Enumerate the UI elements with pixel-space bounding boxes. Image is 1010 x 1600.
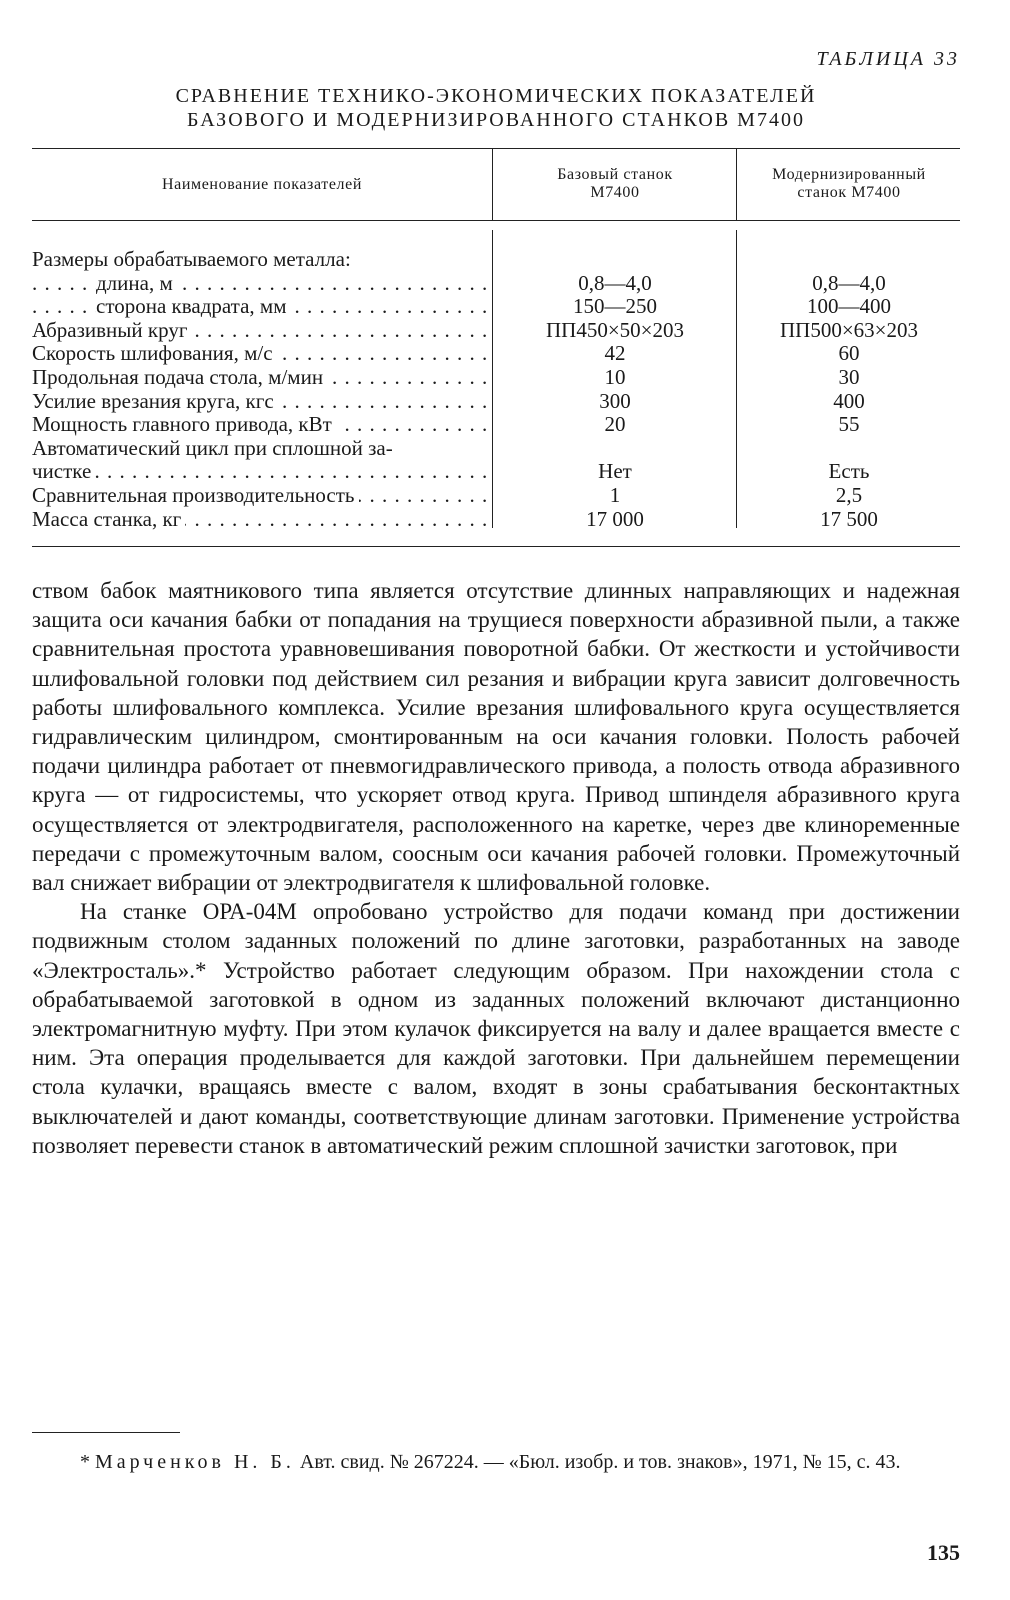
paragraph: На станке ОРА-04М опробовано устройство для подачи команд при достижении подвижным столом заданных положений по длине заготовки, разработанных на заводе «Электросталь».* Устройство работает следующим образом. При нахождении стола с обрабатываемой заготовкой в одном из заданных положений включают дистанционно электромагнитную муфту. При этом кулачок фиксируется на валу и далее вращается вместе с ним. Эта операция проделывается для каждой заготовки. При дальнейшем перемещении стола кулачки, вращаясь вместе с валом, входят в зоны срабатывания бесконтактных выключателей и дают команды, соответствующие длинам заготовки. Применение устройства позволяет перевести станок в автоматический режим сплошной зачистки заготовок, при — [32, 899, 960, 1158]
page-number: 135 — [927, 1540, 960, 1565]
footnote-marker: * — [80, 1451, 90, 1473]
modern-values-column — [738, 248, 960, 531]
table-title-line: БАЗОВОГО И МОДЕРНИЗИРОВАННОГО СТАНКОВ М7400 — [187, 109, 805, 131]
header-divider — [736, 148, 737, 220]
modern-value: 30 — [838, 364, 860, 389]
table-label: ТАБЛИЦА 33 — [816, 48, 960, 70]
column-divider — [492, 230, 493, 528]
modern-value: 400 — [833, 388, 865, 413]
table-title — [32, 84, 960, 132]
base-value: 20 — [604, 412, 626, 437]
base-values-column — [494, 248, 736, 531]
row-name: чистке . . . — [32, 460, 492, 484]
column-divider — [736, 230, 737, 528]
base-value: ПП450×50×203 — [545, 317, 685, 342]
modern-value: 60 — [838, 341, 860, 366]
header-base-line: Базовый станок — [557, 166, 673, 183]
modern-value: ПП500×63×203 — [779, 317, 919, 342]
row-name: Сравнительная производительность . . . — [32, 484, 492, 508]
table-top-rule — [32, 148, 960, 149]
row-name: сторона квадрата, мм . . . — [32, 295, 492, 319]
base-value: 0,8—4,0 — [578, 270, 652, 295]
footnote-author: Марченков Н. Б. — [95, 1451, 295, 1473]
footnote — [32, 1448, 960, 1476]
book-page — [32, 0, 960, 1600]
row-name: длина, м . . . — [32, 272, 492, 296]
modern-value — [738, 437, 960, 461]
modern-value: Есть — [828, 459, 870, 484]
modern-value: 0,8—4,0 — [812, 270, 886, 295]
modern-value: 2,5 — [835, 482, 863, 507]
row-name: Усилие врезания круга, кгс . . . — [32, 390, 492, 414]
table-header-rule — [32, 220, 960, 221]
base-value: 300 — [599, 388, 631, 413]
header-modern — [738, 166, 960, 202]
modern-value: 100—400 — [807, 294, 891, 319]
base-value: Нет — [598, 459, 632, 484]
modern-value: 17 500 — [820, 506, 878, 531]
modern-value: 55 — [838, 412, 860, 437]
row-name: Скорость шлифования, м/с . . . — [32, 342, 492, 366]
row-name: Масса станка, кг . . . — [32, 508, 492, 532]
header-modern-line: станок М7400 — [797, 184, 901, 201]
base-value — [494, 437, 736, 461]
body-text — [32, 576, 960, 1160]
names-column — [32, 248, 492, 531]
base-value: 1 — [609, 482, 621, 507]
base-value: 42 — [604, 341, 626, 366]
modern-value — [738, 248, 960, 272]
row-name: Размеры обрабатываемого металла: — [32, 248, 492, 272]
footnote-text: Авт. свид. № 267224. — «Бюл. изобр. и тов. знаков», 1971, № 15, с. 43. — [299, 1451, 901, 1473]
header-modern-line: Модернизированный — [772, 166, 926, 183]
header-divider — [492, 148, 493, 220]
row-name: Автоматический цикл при сплошной за- — [32, 437, 492, 461]
comparison-table — [32, 148, 960, 548]
header-base-line: М7400 — [590, 184, 640, 201]
base-value: 150—250 — [573, 294, 657, 319]
footnote-rule — [32, 1432, 180, 1433]
base-value: 17 000 — [586, 506, 644, 531]
table-bottom-rule — [32, 546, 960, 547]
paragraph: ством бабок маятникового типа является отсутствие длинных направляющих и надежная защита оси качания бабки от попадания на трущиеся поверхности абразивной пыли, а также сравнительная простота уравновешивания поворотной бабки. От жесткости и устойчивости шлифовальной головки под действием сил резания и вибрации круга зависит долговечность работы шлифовального комплекса. Усилие врезания шлифовального круга осуществляется гидравлическим цилиндром, смонтированным на оси качания головки. Полость рабочей подачи цилиндра работает от пневмогидравлического привода, а полость отвода абразивного круга — от гидросистемы, что ускоряет отвод круга. Привод шпинделя абразивного круга осуществляется от электродвигателя, расположенного на каретке, через две клиноременные передачи с промежуточным валом, соосным оси качания рабочей головки. Промежуточный вал снижает вибрации от электродвигателя к шлифовальной головке. — [32, 578, 960, 896]
table-title-line: СРАВНЕНИЕ ТЕХНИКО-ЭКОНОМИЧЕСКИХ ПОКАЗАТЕЛЕЙ — [175, 85, 817, 107]
base-value: 10 — [604, 364, 626, 389]
row-name: Мощность главного привода, кВт . . . — [32, 413, 492, 437]
row-name: Абразивный круг . . . — [32, 319, 492, 343]
row-name: Продольная подача стола, м/мин . . . — [32, 366, 492, 390]
header-base — [494, 166, 736, 202]
header-name: Наименование показателей — [161, 176, 363, 193]
base-value — [494, 248, 736, 272]
